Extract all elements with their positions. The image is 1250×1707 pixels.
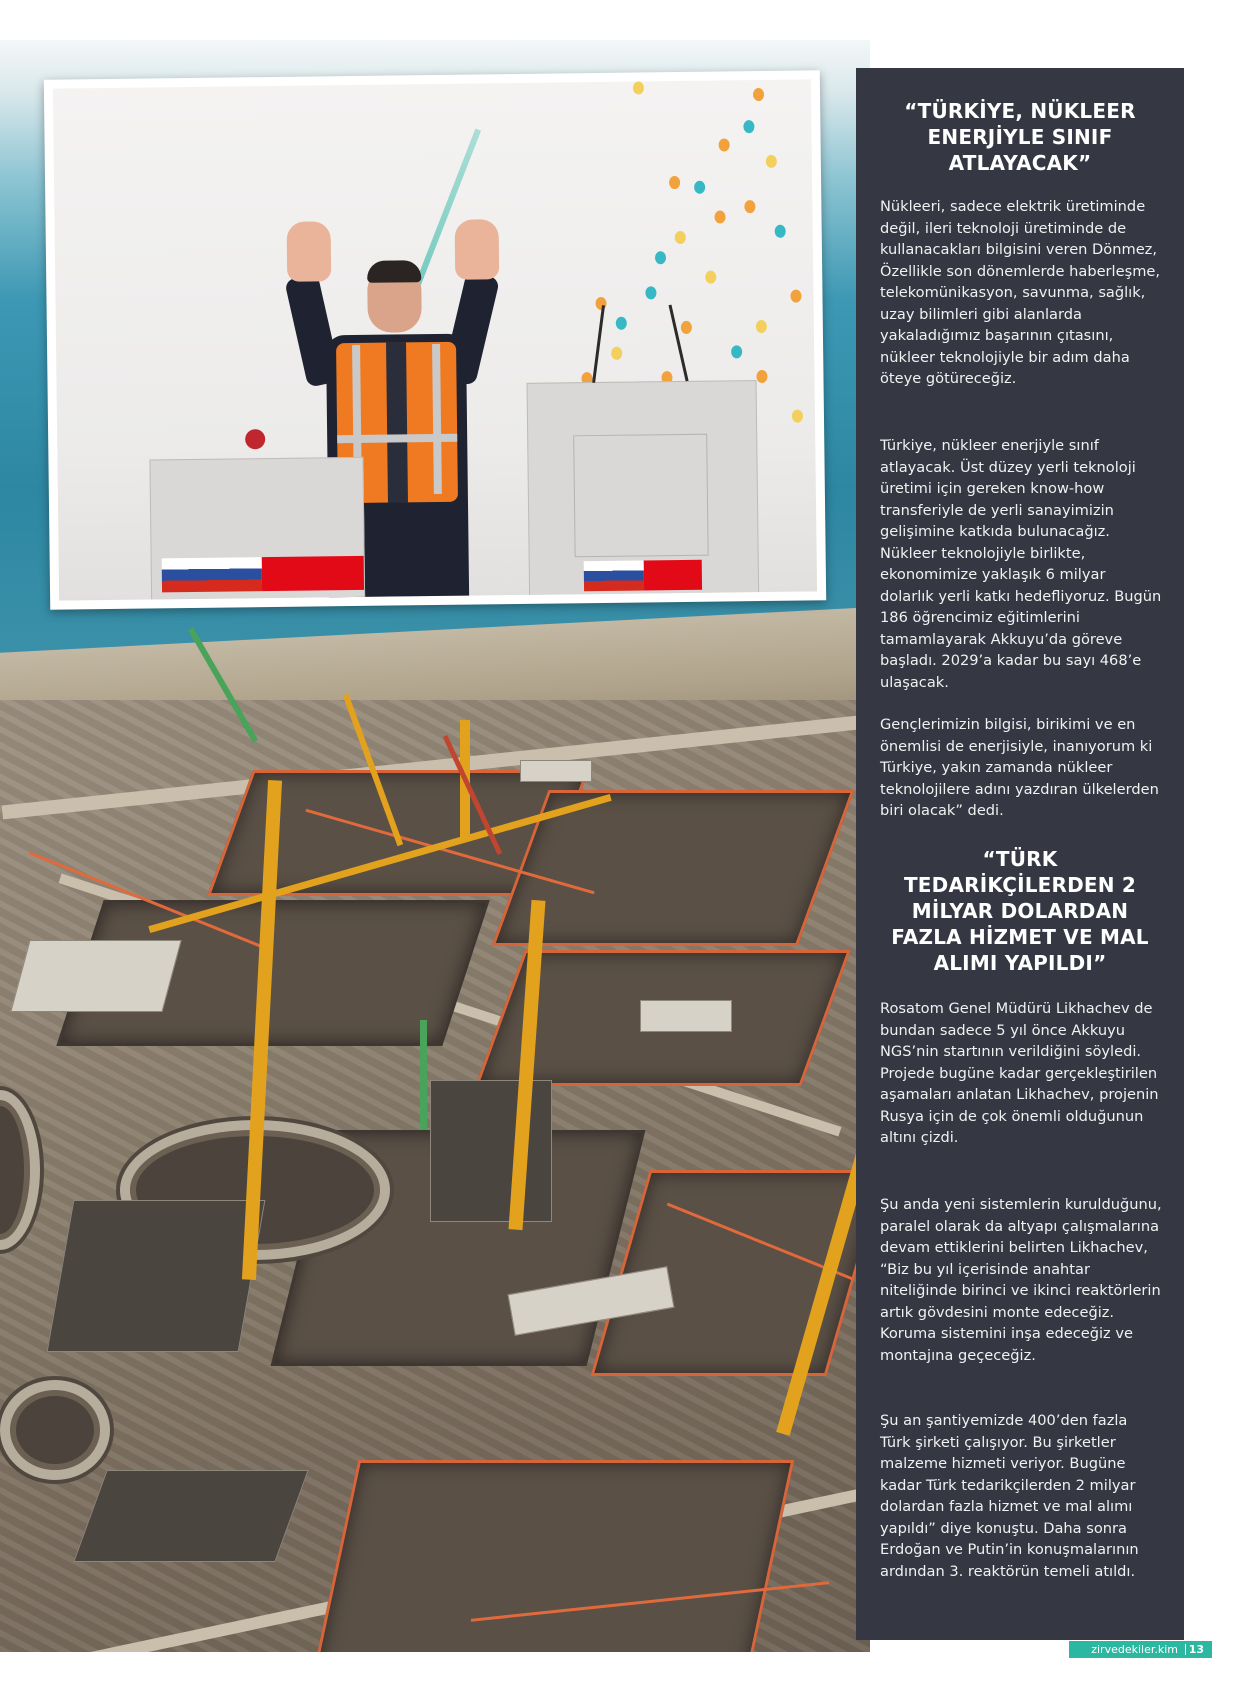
- inset-photo-frame: [44, 70, 826, 609]
- right-podium: [527, 380, 760, 600]
- paragraph-2: Türkiye, nükleer enerjiyle sınıf atlayacak. Üst düzey yerli teknoloji üretimi için gereken know-how transferiyle de yerli sanayimizin gelişimine katkıda bulunacağız. Nükleer teknolojiyle birlikte, ekonomimize yaklaşık 6 milyar dolarlık yerli katkı hedefliyoruz. Bugün 186 öğrencimiz eğitimlerini tamamlayarak Akkuyu’da göreve başladı. 2029’a kadar bu sayı 468’e ulaşacak.: [880, 437, 1162, 691]
- paragraph-3: Gençlerimizin bilgisi, birikimi ve en önemlisi de enerjisiyle, inanıyorum ki Türkiye, yakın zamanda nükleer teknolojilere adını yazdıran ülkelerden biri olacak” dedi.: [880, 716, 1159, 819]
- page-footer: [1069, 1641, 1212, 1658]
- section-heading-2: “TÜRK TEDARİKÇİLERDEN 2 MİLYAR DOLARDAN FAZLA HİZMET VE MAL ALIMI YAPILDI”: [891, 847, 1149, 975]
- paragraph-6: Şu an şantiyemizde 400’den fazla Türk şirketi çalışıyor. Bu şirketler malzeme hizmeti veriyor. Bugüne kadar Türk tedarikçilerden 2 milyar dolardan fazla hizmet ve mal alımı yapıldı” diye konuştu. Daha sonra Erdoğan ve Putin’in konuşmalarının ardından 3. reaktörün temeli atıldı.: [880, 1412, 1139, 1580]
- section-heading-1: “TÜRKİYE, NÜKLEER ENERJİYLE SINIF ATLAYACAK”: [904, 99, 1136, 175]
- paragraph-1: Nükleeri, sadece elektrik üretiminde değil, ileri teknoloji üretiminde de kullanacakları bilgisini veren Dönmez, Özellikle son dönemlerde haberleşme, telekomünikasyon, savunma, sağlık, uzay bilimleri gibi alanlarda yakaladığımız başarının çıtasını, nükleer teknolojiyle bir adım daha öteye götüreceğiz.: [880, 198, 1161, 387]
- footer-divider: [1185, 1644, 1186, 1655]
- construction-site: [0, 700, 870, 1652]
- paragraph-5: Şu anda yeni sistemlerin kurulduğunu, paralel olarak da altyapı çalışmalarına devam ettiklerini belirten Likhachev, “Biz bu yıl içerisinde anahtar niteliğinde birinci ve ikinci reaktörlerin artık gövdesini monte edeceğiz. Koruma sistemini inşa edeceğiz ve montajına geçeceğiz.: [880, 1196, 1162, 1364]
- article-text-panel: [856, 68, 1184, 1640]
- paragraph-4: Rosatom Genel Müdürü Likhachev de bundan sadece 5 yıl önce Akkuyu NGS’nin startının verildiğini söyledi. Projede bugüne kadar gerçekleştirilen aşamaları anlatan Likhachev, projenin Rusya için de çok önemli olduğunun altını çizdi.: [880, 1000, 1159, 1146]
- left-podium: [149, 457, 365, 601]
- page-number: 13: [1188, 1643, 1204, 1656]
- footer-site-name: zirvedekiler.kim: [1091, 1643, 1178, 1656]
- minister-waving-photo: [53, 79, 817, 600]
